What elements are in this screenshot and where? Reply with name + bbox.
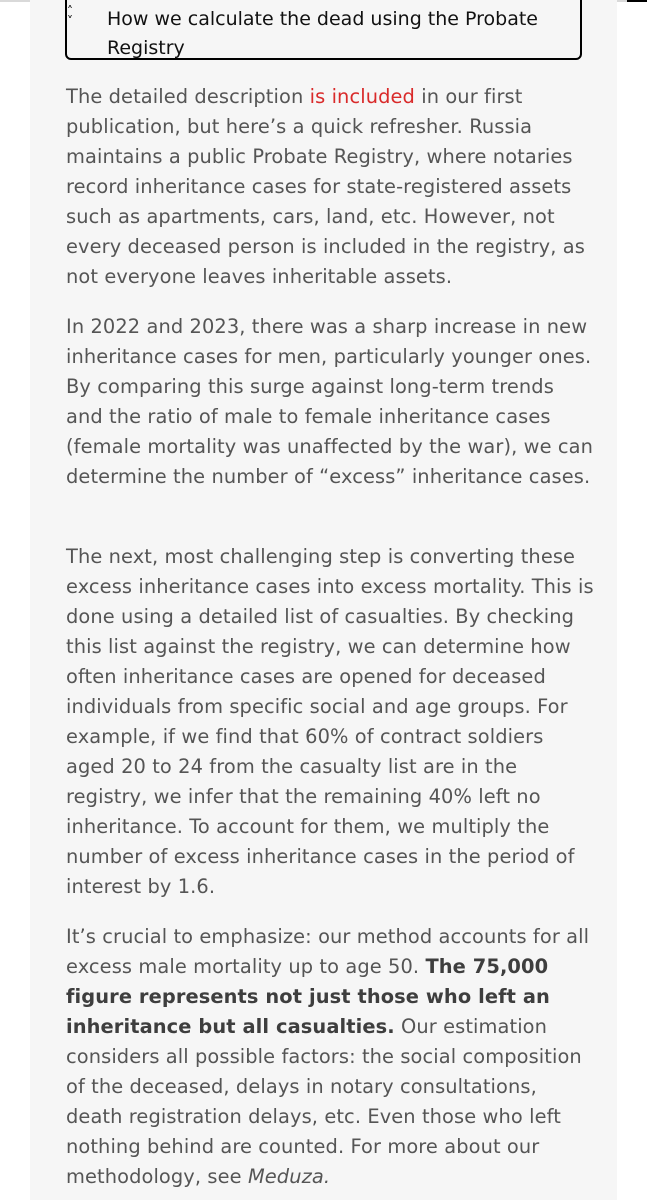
- included-link[interactable]: is included: [309, 85, 415, 108]
- paragraph-text: It’s crucial to emphasize: our method accounts for all excess male mortality up to age 50.: [66, 925, 590, 978]
- bold-statement: The 75,000 figure represents not just those who left an inheritance but all casualties.: [66, 955, 550, 1038]
- summary-title: How we calculate the dead using the Probate Registry: [107, 8, 538, 59]
- paragraph-emphasis: [66, 922, 596, 1192]
- top-corner-mark: [627, 0, 647, 2]
- chevron-up-down-icon[interactable]: ˄ ˅: [67, 4, 73, 28]
- details-summary[interactable]: [65, 0, 582, 60]
- paragraph-refresher: [66, 82, 596, 292]
- paragraph-increase: In 2022 and 2023, there was a sharp increase in new inheritance cases for men, particularly younger ones. By comparing this surge against long-term trends and the ratio of male to female inheritance cases (female mortality was unaffected by the war), we can determine the number of “excess” inheritance cases.: [66, 315, 594, 488]
- source-name: Meduza.: [247, 1165, 331, 1188]
- paragraph-text: The detailed description: [66, 85, 310, 108]
- paragraph-text: Our estimation considers all possible factors: the social composition of the deceased, delays in notary consultations, death registration delays, etc. Even those who left nothing behind are counted. For more about our methodology, see: [66, 1015, 582, 1188]
- paragraph-conversion: The next, most challenging step is converting these excess inheritance cases into excess mortality. This is done using a detailed list of casualties. By checking this list against the registry, we can determine how often inheritance cases are opened for deceased individuals from specific social and age groups. For example, if we find that 60% of contract soldiers aged 20 to 24 from the casualty list are in the registry, we infer that the remaining 40% left no inheritance. To account for them, we multiply the number of excess inheritance cases in the period of interest by 1.6.: [66, 545, 594, 898]
- paragraph-text: in our first publication, but here’s a quick refresher. Russia maintains a public Probate Registry, where notaries record inheritance cases for state-registered assets such as apartments, cars, land, etc. However, not every deceased person is included in the registry, as not everyone leaves inheritable assets.: [66, 85, 585, 288]
